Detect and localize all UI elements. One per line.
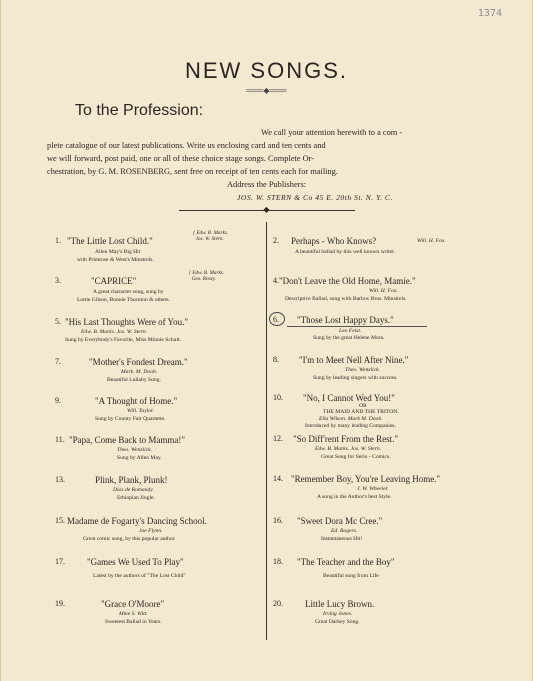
song-title: "Those Lost Happy Days." xyxy=(297,315,394,325)
song-title: "Papa, Come Back to Mamma!" xyxy=(69,435,186,445)
song-number: 19. xyxy=(55,599,65,608)
song-title: "The Teacher and the Boy" xyxy=(297,557,395,567)
song-note: THE MAID AND THE TRITON. xyxy=(323,409,399,415)
song-number: 6. xyxy=(273,315,279,324)
inventory-number: 1374 xyxy=(477,8,502,19)
song-title: "No, I Cannot Wed You!" xyxy=(303,393,395,403)
song-note: Introduced by many leading Companies. xyxy=(305,423,396,429)
song-credit: Mme S. Witt. xyxy=(119,611,148,617)
song-note: Instantaneous Hit! xyxy=(321,536,363,542)
song-note: Descriptive Ballad, sung with Barlow Bros. Minstrels. xyxy=(285,296,407,302)
song-title: "Sweet Dora Mc Cree." xyxy=(297,516,383,526)
song-title: "Games We Used To Play" xyxy=(87,557,184,567)
section-heading: To the Profession: xyxy=(75,102,204,119)
song-title: "Mother's Fondest Dream." xyxy=(89,357,188,367)
intro-line: we will forward, post paid, one or all of these choice stage songs. Complete Or- xyxy=(47,154,315,163)
song-title: Madame de Fogarty's Dancing School. xyxy=(67,516,207,526)
song-credit: Dios de Romandy. xyxy=(113,487,154,493)
song-note: Beautiful song from Life xyxy=(323,573,379,579)
song-number: 13. xyxy=(55,475,65,484)
song-credit: Will. H. Fox. xyxy=(369,288,398,294)
song-credit: Joe Flynn. xyxy=(139,528,163,534)
song-credit: Irving Jones. xyxy=(323,611,353,617)
song-number: 5. xyxy=(55,317,61,326)
song-note: Sung by Everybody's Favorite, Miss Minnie Schult. xyxy=(65,337,181,343)
song-title: "Don't Leave the Old Home, Mamie." xyxy=(279,276,416,286)
song-credit: Will. H. Fox. xyxy=(417,238,446,244)
intro-line: chestration, by G. M. ROSENBERG, sent free on receipt of ten cents each for mailing. xyxy=(47,167,338,176)
song-note: Sung by leading singers with success. xyxy=(313,375,398,381)
song-title: "I'm to Meet Nell After Nine." xyxy=(299,355,409,365)
song-credit: { Edw. B. Marks. Jos. W. Stern. xyxy=(193,230,229,242)
song-number: 9. xyxy=(55,396,61,405)
song-title: Perhaps - Who Knows? xyxy=(291,236,377,246)
song-credit: Edw. B. Marks. Jos. W. Stern. xyxy=(315,446,382,452)
song-note: A great character song, sung by xyxy=(93,289,164,295)
song-note: Great Darkey Song. xyxy=(315,619,360,625)
song-note: Great comic song, by this popular author. xyxy=(83,536,176,542)
song-note: OR xyxy=(359,403,367,409)
song-number: 12. xyxy=(273,434,283,443)
song-note: Sung by County Fair Quartette. xyxy=(95,416,166,422)
page-title: NEW SONGS. xyxy=(184,58,348,83)
intro-line: plete catalogue of our latest publications. Write us enclosing card and ten cents and xyxy=(47,141,326,150)
song-note: Lottie Gilson, Bonnie Thornton & others. xyxy=(77,297,170,303)
song-note: Latest by the authors of "The Lost Child" xyxy=(93,573,186,579)
song-note: Great Song for Serio - Comics. xyxy=(321,454,391,460)
song-credit: Theo. Wenzlick. xyxy=(117,447,153,453)
song-note: A beautiful ballad by this well known writer. xyxy=(295,249,396,255)
song-number: 20. xyxy=(273,599,283,608)
song-number: 4. xyxy=(273,276,279,285)
song-credit: Leo Feist. xyxy=(339,328,362,334)
song-note: Sweetest Ballad in Years. xyxy=(105,619,162,625)
song-title: "So Diff'rent From the Rest." xyxy=(293,434,399,444)
song-number: 2. xyxy=(273,236,279,245)
song-title: "A Thought of Home." xyxy=(95,396,178,406)
song-credit: { Edw. B. Marks. Geo. Rosey. xyxy=(189,270,225,282)
song-title: "Grace O'Moore" xyxy=(101,599,165,609)
column-divider xyxy=(266,222,267,640)
song-credit: Mark. M. Doob. xyxy=(121,369,158,375)
song-number: 10. xyxy=(273,393,283,402)
song-title: "Remember Boy, You're Leaving Home." xyxy=(291,474,441,484)
song-credit: Theo. Wenzlick. xyxy=(345,367,381,373)
song-credit: Will. Taylor. xyxy=(127,408,154,414)
publisher-address: JOS. W. STERN & Co 45 E. 20th St. N. Y. C. xyxy=(237,193,393,202)
title-ornament: ═══◆═══ xyxy=(246,86,287,95)
song-title: "His Last Thoughts Were of You." xyxy=(65,317,189,327)
song-title: "The Little Lost Child." xyxy=(67,236,153,246)
song-credit: Ella Wilson. Mark M. Doob. xyxy=(319,416,383,422)
divider-ornament: ◆ xyxy=(263,205,270,214)
handwritten-underline xyxy=(287,326,427,327)
song-note: Ethiopian Jingle. xyxy=(117,495,155,501)
song-credit: Ed. Rogers. xyxy=(331,528,358,534)
song-number: 14. xyxy=(273,474,283,483)
song-number: 15. xyxy=(55,516,65,525)
song-note: Sung by Allen May. xyxy=(117,455,162,461)
intro-paragraph xyxy=(47,126,517,178)
song-credit: Edw. B. Marks. Jos. W. Stern. xyxy=(81,329,148,335)
song-note: with Primrose & West's Minstrels. xyxy=(77,257,154,263)
song-number: 18. xyxy=(273,557,283,566)
address-label: Address the Publishers: xyxy=(226,180,307,189)
song-number: 8. xyxy=(273,355,279,364)
song-note: Allen May's Big Hit xyxy=(95,249,141,255)
song-number: 7. xyxy=(55,357,61,366)
song-number: 3. xyxy=(55,276,61,285)
song-note: Sung by the great Helene Mora. xyxy=(313,335,385,341)
intro-line: We call your attention herewith to a com - xyxy=(261,128,403,137)
song-title: Plink, Plank, Plunk! xyxy=(95,475,168,485)
song-number: 1. xyxy=(55,236,61,245)
song-number: 11. xyxy=(55,435,65,444)
song-number: 17. xyxy=(55,557,65,566)
song-credit: J. W. Wheeler. xyxy=(357,486,389,492)
song-note: A song in the Author's best Style. xyxy=(317,494,392,500)
song-note: Beautiful Lullaby Song. xyxy=(107,377,161,383)
song-title: "CAPRICE" xyxy=(91,276,137,286)
song-number: 16. xyxy=(273,516,283,525)
song-title: Little Lucy Brown. xyxy=(305,599,375,609)
